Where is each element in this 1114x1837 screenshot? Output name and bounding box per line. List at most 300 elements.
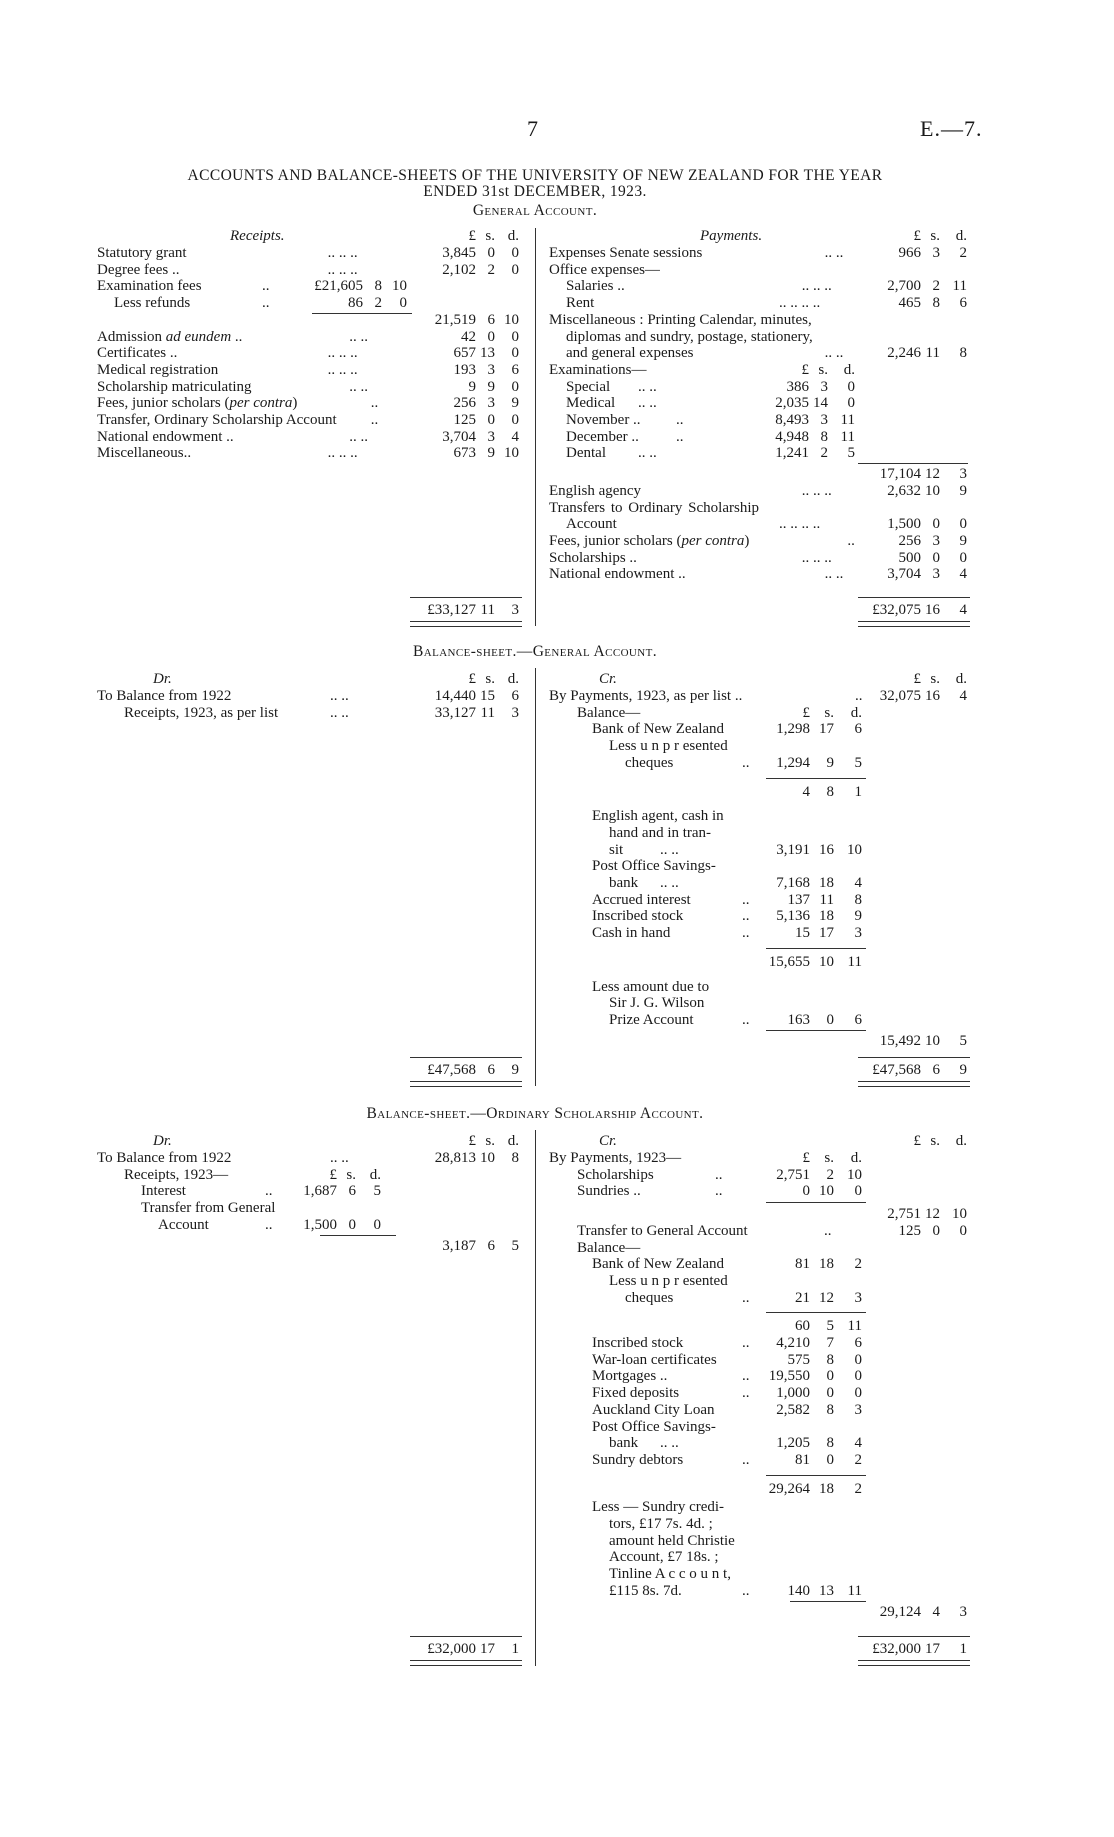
leader-dots: .. .. bbox=[824, 345, 844, 362]
dr-total-pence: 9 bbox=[511, 1062, 519, 1078]
sub2-rule bbox=[766, 948, 866, 949]
payments-subtotal-pence: 10 bbox=[952, 1206, 967, 1223]
cheques-pounds: 21 bbox=[795, 1289, 810, 1306]
dr-label: Dr. bbox=[153, 1133, 172, 1149]
sub1-pence: 11 bbox=[847, 1318, 862, 1335]
payment-rent-pence: 6 bbox=[959, 295, 967, 312]
transfer-gen-pence: 0 bbox=[959, 1222, 967, 1239]
net-balance-pounds: 15,492 bbox=[879, 1032, 921, 1049]
bsg-inner-head-pounds: £ bbox=[802, 704, 810, 721]
receipt-inner-pounds: 86 bbox=[348, 295, 363, 312]
payment-salaries-pence: 11 bbox=[952, 278, 967, 295]
dr-row-pence: 6 bbox=[511, 688, 519, 704]
sub1-shillings: 5 bbox=[826, 1318, 834, 1335]
cr-total-pounds: £47,568 bbox=[872, 1062, 921, 1078]
cheques-shillings: 12 bbox=[819, 1289, 834, 1306]
payments-sub-rule bbox=[766, 1202, 866, 1203]
inscribed-label: Inscribed stock bbox=[592, 908, 684, 925]
less-creditors-pence: 11 bbox=[847, 1582, 862, 1599]
leader-dots: .. .. bbox=[349, 428, 368, 445]
english-agent-shillings: 16 bbox=[819, 841, 834, 858]
scholarships-pence: 10 bbox=[847, 1166, 862, 1183]
bss-dr-inner-head-pence: d. bbox=[369, 1166, 381, 1183]
asset-shillings: 0 bbox=[826, 1368, 834, 1385]
interest-shillings: 6 bbox=[348, 1183, 356, 1200]
less-amount-2: Sir J. G. Wilson bbox=[609, 995, 705, 1012]
bsg-cr-head-shillings: s. bbox=[930, 671, 940, 687]
sundries-shillings: 10 bbox=[819, 1183, 834, 1200]
cheques-shillings: 9 bbox=[826, 754, 834, 771]
balance-label: Balance— bbox=[577, 1239, 641, 1256]
receipt-label: National endowment .. bbox=[97, 428, 234, 445]
cr-payments-pence: 4 bbox=[959, 688, 967, 704]
asset-shillings: 7 bbox=[826, 1335, 834, 1351]
leader-dots: .. bbox=[824, 1222, 832, 1239]
leader-dots: .. .. bbox=[638, 395, 657, 412]
receipts-heading: Receipts. bbox=[230, 228, 285, 244]
leader-dots: .. .. .. .. bbox=[779, 516, 821, 533]
accrued-label: Accrued interest bbox=[592, 891, 691, 908]
leader-dots: .. bbox=[742, 925, 750, 942]
english-agent-pounds: 3,191 bbox=[776, 841, 810, 858]
exam-item-pounds: 386 bbox=[786, 378, 809, 395]
leader-dots: .. bbox=[742, 1385, 750, 1402]
dr-sub-pounds: 3,187 bbox=[442, 1237, 476, 1254]
receipt-shillings: 3 bbox=[487, 428, 495, 445]
payment-fees-pence: 9 bbox=[959, 532, 967, 549]
sub1-pounds: 4 bbox=[802, 783, 810, 800]
less-amount-pounds: 163 bbox=[787, 1011, 810, 1028]
receipt-shillings: 3 bbox=[487, 395, 495, 412]
leader-dots: .. .. bbox=[638, 378, 657, 395]
receipts-total-pounds: £33,127 bbox=[427, 602, 476, 618]
exam-label: Special bbox=[566, 378, 611, 395]
dr-total-rule-top bbox=[410, 1636, 522, 1637]
less-creditors-6: £115 8s. 7d. bbox=[609, 1582, 682, 1599]
bnz-pence: 2 bbox=[854, 1256, 862, 1273]
sundries-pounds: 0 bbox=[802, 1183, 810, 1200]
cash-shillings: 17 bbox=[819, 925, 834, 942]
net-balance-shillings: 4 bbox=[932, 1603, 940, 1620]
cr-total-double-rule bbox=[858, 1081, 970, 1087]
bss-cr-inner-head-pounds: £ bbox=[802, 1150, 810, 1166]
dr-total-shillings: 17 bbox=[480, 1641, 495, 1657]
leader-dots: .. bbox=[715, 1166, 723, 1183]
cr-payments-pounds: 32,075 bbox=[879, 688, 921, 704]
payment-misc: and general expenses bbox=[566, 345, 694, 362]
dr-total-pounds: £32,000 bbox=[427, 1641, 476, 1657]
dr-total-shillings: 6 bbox=[487, 1062, 495, 1078]
bss-cr-inner-head-shillings: s. bbox=[824, 1150, 834, 1166]
balance-sheet-general-heading: Balance-sheet.—General Account. bbox=[413, 643, 657, 660]
dr-total-pence: 1 bbox=[511, 1641, 519, 1657]
receipts-head-pounds: £ bbox=[468, 228, 476, 244]
payment-misc-shillings: 11 bbox=[925, 345, 940, 362]
interest-pence: 5 bbox=[373, 1183, 381, 1200]
exam-item-pence: 11 bbox=[840, 412, 855, 428]
leader-dots: .. .. .. bbox=[327, 361, 358, 378]
less-creditors-5: Tinline A c c o u n t, bbox=[609, 1566, 731, 1583]
leader-dots: .. bbox=[742, 1582, 750, 1599]
receipts-head-pence: d. bbox=[507, 228, 519, 244]
misc-label-2: diplomas and sundry, postage, stationery, bbox=[566, 328, 813, 345]
leader-dots: .. bbox=[847, 532, 855, 549]
bnz-shillings: 17 bbox=[819, 721, 834, 738]
payment-senate-pounds: 966 bbox=[898, 245, 921, 261]
receipt-pence: 10 bbox=[504, 445, 519, 462]
leader-dots: .. .. .. bbox=[801, 278, 832, 295]
asset-shillings: 8 bbox=[826, 1351, 834, 1368]
payment-misc-pounds: 2,246 bbox=[887, 345, 921, 362]
sub2-pounds: 15,655 bbox=[768, 953, 810, 970]
cr-total-pence: 1 bbox=[959, 1641, 967, 1657]
bnz-shillings: 18 bbox=[819, 1256, 834, 1273]
dr-balance-pounds: 28,813 bbox=[434, 1150, 476, 1166]
transfer-general-pounds: 1,500 bbox=[303, 1216, 337, 1233]
net-balance-pence: 5 bbox=[959, 1032, 967, 1049]
receipt-label: Degree fees .. bbox=[97, 261, 180, 278]
asset-pounds: 1,000 bbox=[776, 1385, 810, 1402]
receipt-shillings: 0 bbox=[487, 245, 495, 261]
receipt-pounds: 42 bbox=[461, 328, 476, 345]
exam-head-shillings: s. bbox=[818, 361, 828, 378]
exam-head-pence: d. bbox=[843, 361, 855, 378]
asset-label: Fixed deposits bbox=[592, 1385, 680, 1402]
sundry-debtors-pounds: 81 bbox=[795, 1451, 810, 1468]
receipt-pounds: 2,102 bbox=[442, 261, 476, 278]
bss-dr-head-pounds: £ bbox=[468, 1133, 476, 1149]
dr-receipts-label: Receipts, 1923— bbox=[124, 1166, 229, 1183]
sub2-pence: 2 bbox=[854, 1480, 862, 1497]
transfer-gen-shillings: 0 bbox=[932, 1222, 940, 1239]
payments-total-rule-top bbox=[858, 597, 970, 598]
bss-dr-head-shillings: s. bbox=[485, 1133, 495, 1149]
receipt-pence: 0 bbox=[511, 412, 519, 428]
payment-english-pounds: 2,632 bbox=[887, 482, 921, 499]
balance-sheet-scholarship-heading: Balance-sheet.—Ordinary Scholarship Account. bbox=[366, 1105, 704, 1122]
leader-dots: .. bbox=[742, 1368, 750, 1385]
exam-item-pounds: 1,241 bbox=[775, 445, 809, 462]
leader-dots: .. .. .. bbox=[801, 482, 832, 499]
document-title-line1: ACCOUNTS AND BALANCE-SHEETS OF THE UNIVERSITY OF NEW ZEALAND FOR THE YEAR bbox=[187, 167, 883, 184]
leader-dots: .. .. bbox=[330, 688, 349, 704]
cr-total-double-rule bbox=[858, 1660, 970, 1666]
net-balance-pounds: 29,124 bbox=[879, 1603, 921, 1620]
sub2-rule bbox=[766, 1475, 866, 1476]
post-office-1: Post Office Savings- bbox=[592, 1418, 716, 1435]
post-office-2: bank bbox=[609, 1435, 639, 1452]
misc-label-1: Miscellaneous : Printing Calendar, minutes, bbox=[549, 311, 812, 328]
bsg-inner-head-shillings: s. bbox=[824, 704, 834, 721]
receipt-shillings: 6 bbox=[487, 311, 495, 328]
less-creditors-shillings: 13 bbox=[819, 1582, 834, 1599]
interest-label: Interest bbox=[141, 1183, 186, 1200]
receipt-label: Statutory grant bbox=[97, 245, 187, 261]
payment-senate-shillings: 3 bbox=[932, 245, 940, 261]
sub1-pence: 1 bbox=[854, 783, 862, 800]
leader-dots: .. bbox=[715, 1183, 723, 1200]
payments-head-pounds: £ bbox=[913, 228, 921, 244]
transfer-general-1: Transfer from General bbox=[141, 1200, 276, 1217]
post-office-shillings: 8 bbox=[826, 1435, 834, 1452]
dr-label: Dr. bbox=[153, 671, 172, 687]
receipts-total-double-rule bbox=[410, 621, 522, 627]
english-agent-pence: 10 bbox=[847, 841, 862, 858]
page-number: 7 bbox=[527, 116, 538, 141]
sub2-pence: 11 bbox=[847, 953, 862, 970]
dr-balance-shillings: 10 bbox=[480, 1150, 495, 1166]
leader-dots: .. .. bbox=[330, 704, 349, 721]
leader-dots: .. .. bbox=[349, 328, 368, 345]
cr-payments-shillings: 16 bbox=[925, 688, 940, 704]
receipts-total-pence: 3 bbox=[511, 602, 519, 618]
exam-item-pounds: 8,493 bbox=[775, 412, 809, 428]
leader-dots: .. .. bbox=[660, 1435, 679, 1452]
document-title-line2: ENDED 31st DECEMBER, 1923. bbox=[423, 183, 647, 200]
bnz-pounds: 1,298 bbox=[776, 721, 810, 738]
sub1-shillings: 8 bbox=[826, 783, 834, 800]
less-creditors-3: amount held Christie bbox=[609, 1532, 735, 1549]
transfer-general-2: Account bbox=[158, 1216, 209, 1233]
cr-total-rule-top bbox=[858, 1636, 970, 1637]
inscribed-pence: 9 bbox=[854, 908, 862, 925]
post-office-pounds: 1,205 bbox=[776, 1435, 810, 1452]
bs-general-divider bbox=[535, 668, 536, 1086]
exam-label: December .. bbox=[566, 428, 639, 445]
dr-total-rule-top bbox=[410, 1057, 522, 1058]
payment-endowment: National endowment .. bbox=[549, 566, 686, 583]
payments-total-shillings: 16 bbox=[925, 602, 940, 618]
transfer-gen-pounds: 125 bbox=[898, 1222, 921, 1239]
payment-salaries-pounds: 2,700 bbox=[887, 278, 921, 295]
payment-rent: Rent bbox=[566, 295, 595, 312]
receipt-shillings: 13 bbox=[480, 345, 495, 362]
receipt-label: Medical registration bbox=[97, 361, 219, 378]
leader-dots: .. bbox=[370, 412, 379, 428]
asset-label: Mortgages .. bbox=[592, 1368, 668, 1385]
receipt-shillings: 9 bbox=[487, 445, 495, 462]
leader-dots: .. bbox=[742, 1451, 750, 1468]
post-office-pence: 4 bbox=[854, 1435, 862, 1452]
asset-label: Auckland City Loan bbox=[592, 1401, 715, 1418]
less-creditors-1: Less — Sundry credi- bbox=[592, 1499, 725, 1516]
asset-pence: 0 bbox=[854, 1368, 862, 1385]
payments-total-pence: 4 bbox=[959, 602, 967, 618]
leader-dots: .. .. .. bbox=[327, 261, 358, 278]
asset-label: War-loan certificates bbox=[592, 1351, 717, 1368]
receipt-pence: 9 bbox=[511, 395, 519, 412]
less-amount-pence: 6 bbox=[854, 1011, 862, 1028]
bsg-cr-head-pounds: £ bbox=[913, 671, 921, 687]
scholarships-pounds: 2,751 bbox=[776, 1166, 810, 1183]
bss-cr-inner-head-pence: d. bbox=[850, 1150, 862, 1166]
bs-scholarship-divider bbox=[535, 1130, 536, 1666]
exam-item-pence: 11 bbox=[840, 428, 855, 445]
payment-fees: Fees, junior scholars (per contra) bbox=[549, 532, 750, 549]
asset-pounds: 4,210 bbox=[776, 1335, 810, 1351]
receipt-pounds: 193 bbox=[453, 361, 476, 378]
receipt-pence: 0 bbox=[511, 345, 519, 362]
less-unpresented-label: Less u n p r esented bbox=[609, 1272, 728, 1289]
receipt-pounds: 3,845 bbox=[442, 245, 476, 261]
bss-cr-head-pence: d. bbox=[955, 1133, 967, 1149]
receipt-label: Less refunds bbox=[114, 295, 191, 312]
receipt-shillings: 3 bbox=[487, 361, 495, 378]
transfer-general-shillings: 0 bbox=[348, 1216, 356, 1233]
dr-row-label: To Balance from 1922 bbox=[97, 688, 232, 704]
receipt-label: Scholarship matriculating bbox=[97, 378, 252, 395]
payment-salaries-shillings: 2 bbox=[932, 278, 940, 295]
accrued-pence: 8 bbox=[854, 891, 862, 908]
bnz-label: Bank of New Zealand bbox=[592, 721, 725, 738]
transfer-general-pence: 0 bbox=[373, 1216, 381, 1233]
inscribed-pounds: 5,136 bbox=[776, 908, 810, 925]
payments-subtotal-pounds: 2,751 bbox=[887, 1206, 921, 1223]
leader-dots: .. .. bbox=[824, 566, 844, 583]
less-creditors-4: Account, £7 18s. ; bbox=[609, 1549, 719, 1566]
page-reference: E.—7. bbox=[920, 116, 983, 141]
receipt-pence: 0 bbox=[511, 261, 519, 278]
payment-transfer-pounds: 1,500 bbox=[887, 516, 921, 533]
payments-head-pence: d. bbox=[955, 228, 967, 244]
receipt-pounds: 9 bbox=[468, 378, 476, 395]
exam-item-pence: 0 bbox=[847, 395, 855, 412]
payment-fees-shillings: 3 bbox=[932, 532, 940, 549]
receipt-label: Certificates .. bbox=[97, 345, 178, 362]
dr-row-pence: 3 bbox=[511, 704, 519, 721]
exam-item-pence: 5 bbox=[847, 445, 855, 462]
receipt-pence: 4 bbox=[511, 428, 519, 445]
sub2-pounds: 29,264 bbox=[768, 1480, 810, 1497]
receipt-pence: 10 bbox=[504, 311, 519, 328]
bnz-label: Bank of New Zealand bbox=[592, 1256, 725, 1273]
post-office-shillings: 18 bbox=[819, 875, 834, 891]
leader-dots: .. bbox=[262, 278, 270, 295]
bss-cr-head-pounds: £ bbox=[913, 1133, 921, 1149]
cash-pence: 3 bbox=[854, 925, 862, 942]
cash-pounds: 15 bbox=[795, 925, 810, 942]
bss-cr-head-shillings: s. bbox=[930, 1133, 940, 1149]
bss-dr-head-pence: d. bbox=[507, 1133, 519, 1149]
receipts-total-shillings: 11 bbox=[480, 602, 495, 618]
general-account-divider bbox=[535, 228, 536, 626]
exam-item-pence: 0 bbox=[847, 378, 855, 395]
payments-total-double-rule bbox=[858, 621, 970, 627]
receipt-inner-pounds: £21,605 bbox=[314, 278, 363, 295]
sundries-pence: 0 bbox=[854, 1183, 862, 1200]
dr-total-pounds: £47,568 bbox=[427, 1062, 476, 1078]
leader-dots: .. bbox=[676, 412, 684, 428]
payment-rent-shillings: 8 bbox=[932, 295, 940, 312]
receipt-shillings: 0 bbox=[487, 328, 495, 345]
leader-dots: .. bbox=[742, 754, 750, 771]
payment-transfer-shillings: 0 bbox=[932, 516, 940, 533]
exam-item-pounds: 4,948 bbox=[775, 428, 809, 445]
cheques-pence: 5 bbox=[854, 754, 862, 771]
payment-rent-pounds: 465 bbox=[898, 295, 921, 312]
bss-dr-inner-head-shillings: s. bbox=[346, 1166, 356, 1183]
exam-item-shillings: 8 bbox=[820, 428, 828, 445]
english-agent-1: English agent, cash in bbox=[592, 808, 724, 825]
accrued-pounds: 137 bbox=[787, 891, 810, 908]
asset-pence: 0 bbox=[854, 1385, 862, 1402]
dr-sub-shillings: 6 bbox=[487, 1237, 495, 1254]
cheques-pence: 3 bbox=[854, 1289, 862, 1306]
bsg-dr-head-pence: d. bbox=[507, 671, 519, 687]
leader-dots: .. bbox=[742, 1289, 750, 1306]
cr-total-shillings: 6 bbox=[932, 1062, 940, 1078]
leader-dots: .. .. .. bbox=[801, 549, 832, 566]
general-account-heading: General Account. bbox=[472, 202, 598, 219]
dr-row-shillings: 11 bbox=[480, 704, 495, 721]
receipt-label: Miscellaneous.. bbox=[97, 445, 192, 462]
less-creditors-pounds: 140 bbox=[787, 1582, 810, 1599]
cr-label: Cr. bbox=[599, 1133, 617, 1149]
leader-dots: .. bbox=[262, 295, 270, 312]
receipt-pounds: 21,519 bbox=[434, 311, 476, 328]
post-office-2: bank bbox=[609, 875, 639, 891]
scholarships-shillings: 2 bbox=[826, 1166, 834, 1183]
cr-label: Cr. bbox=[599, 671, 617, 687]
dr-balance-label: To Balance from 1922 bbox=[97, 1150, 232, 1166]
interest-pounds: 1,687 bbox=[303, 1183, 337, 1200]
cheques-label: cheques bbox=[625, 1289, 674, 1306]
dr-sub-pence: 5 bbox=[511, 1237, 519, 1254]
bsg-dr-head-shillings: s. bbox=[485, 671, 495, 687]
sub2-shillings: 18 bbox=[819, 1480, 834, 1497]
exam-label: Dental bbox=[566, 445, 606, 462]
bnz-pence: 6 bbox=[854, 721, 862, 738]
less-creditors-2: tors, £17 7s. 4d. ; bbox=[609, 1516, 713, 1532]
leader-dots: .. .. .. bbox=[327, 345, 358, 362]
asset-pounds: 19,550 bbox=[768, 1368, 810, 1385]
net-rule bbox=[790, 1601, 866, 1602]
payment-scholarships-pence: 0 bbox=[959, 549, 967, 566]
cr-payments-label: By Payments, 1923— bbox=[549, 1150, 682, 1166]
leader-dots: .. .. bbox=[349, 378, 368, 395]
bsg-inner-head-pence: d. bbox=[850, 704, 862, 721]
receipt-label: Fees, junior scholars (per contra) bbox=[97, 395, 298, 412]
exam-total-pounds: 17,104 bbox=[879, 466, 921, 483]
cheques-rule bbox=[766, 1312, 866, 1313]
payments-subtotal-shillings: 12 bbox=[925, 1206, 940, 1223]
receipt-pounds: 256 bbox=[453, 395, 476, 412]
leader-dots: .. .. bbox=[330, 1150, 349, 1166]
payments-total-pounds: £32,075 bbox=[872, 602, 921, 618]
cr-total-shillings: 17 bbox=[925, 1641, 940, 1657]
balance-label: Balance— bbox=[577, 704, 641, 721]
post-office-1: Post Office Savings- bbox=[592, 858, 716, 875]
leader-dots: .. bbox=[676, 428, 684, 445]
asset-label: Inscribed stock bbox=[592, 1335, 684, 1351]
receipt-label: Admission ad eundem .. bbox=[97, 328, 243, 345]
cr-total-pounds: £32,000 bbox=[872, 1641, 921, 1657]
asset-pounds: 575 bbox=[787, 1351, 810, 1368]
asset-pence: 0 bbox=[854, 1351, 862, 1368]
receipt-label: Transfer, Ordinary Scholarship Account bbox=[97, 412, 337, 428]
english-agent-3: sit bbox=[609, 841, 624, 858]
payment-scholarships-shillings: 0 bbox=[932, 549, 940, 566]
exam-item-shillings: 14 bbox=[813, 395, 828, 412]
sundries-label: Sundries .. bbox=[577, 1183, 641, 1200]
sub2-shillings: 10 bbox=[819, 953, 834, 970]
payment-scholarships-pounds: 500 bbox=[898, 549, 921, 566]
dr-balance-pence: 8 bbox=[511, 1150, 519, 1166]
asset-pounds: 2,582 bbox=[776, 1401, 810, 1418]
payment-salaries: Salaries .. bbox=[566, 278, 625, 295]
cheques-label: cheques bbox=[625, 754, 674, 771]
receipt-inner-shillings: 8 bbox=[374, 278, 382, 295]
